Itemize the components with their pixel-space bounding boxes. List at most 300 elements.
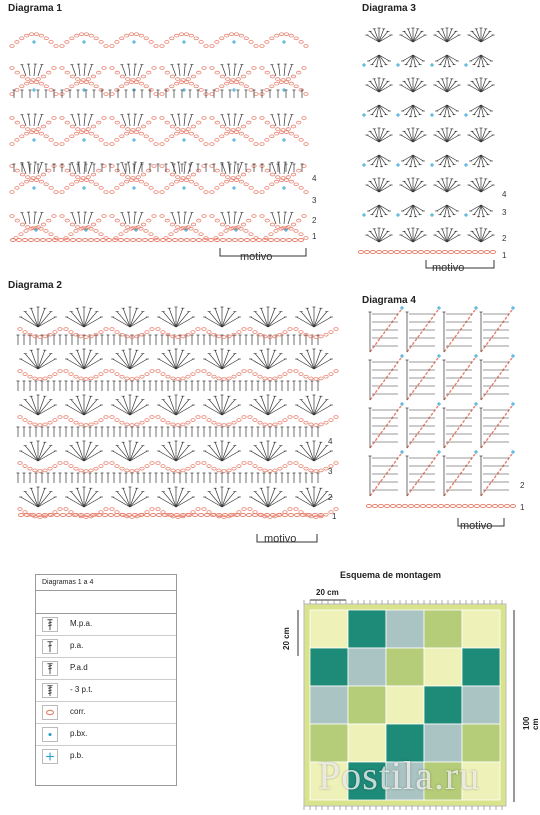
chain-stitch xyxy=(196,328,200,331)
double-stitch xyxy=(369,55,379,61)
chain-stitch xyxy=(289,132,293,135)
chain-stitch xyxy=(372,505,377,508)
double-stitch xyxy=(314,317,331,327)
double-stitch xyxy=(379,181,388,192)
diagram-1-row-2: 2 xyxy=(312,216,317,225)
double-stitch xyxy=(222,115,226,126)
chain-stitch xyxy=(170,37,174,40)
double-stitch xyxy=(438,31,447,42)
double-stitch xyxy=(38,65,42,76)
double-stitch xyxy=(176,497,193,507)
chain-stitch xyxy=(202,67,206,70)
chain-stitch xyxy=(174,34,178,37)
chain-stitch xyxy=(120,135,124,138)
double-stitch xyxy=(205,359,222,369)
double-stitch xyxy=(138,213,142,224)
double-stitch xyxy=(67,317,84,327)
square-teal xyxy=(462,648,500,686)
double-stitch xyxy=(172,213,176,224)
chain-stitch xyxy=(60,67,64,70)
diagram-4 xyxy=(362,310,517,516)
chain-stitch xyxy=(220,183,224,186)
chain-stitch xyxy=(314,424,318,427)
double-stitch xyxy=(215,350,222,369)
chain-stitch xyxy=(309,377,313,380)
double-stitch xyxy=(29,212,30,224)
chain-stitch xyxy=(172,239,177,242)
double-stitch xyxy=(403,55,413,61)
double-stitch xyxy=(314,312,327,327)
double-stitch xyxy=(31,350,38,369)
square-light xyxy=(386,686,424,724)
chain-stitch xyxy=(232,239,237,242)
double-stitch xyxy=(130,354,143,369)
chain-stitch xyxy=(194,230,198,233)
chain-stitch xyxy=(204,514,209,517)
double-stitch xyxy=(222,65,226,76)
chain-stitch xyxy=(54,191,58,194)
double-stitch xyxy=(77,350,84,369)
chain-stitch xyxy=(69,233,73,236)
double-stitch xyxy=(314,308,321,327)
chain-stitch xyxy=(18,508,22,511)
chain-stitch xyxy=(286,239,291,242)
chain-stitch xyxy=(220,239,225,242)
chain-stitch xyxy=(253,419,257,422)
chain-stitch xyxy=(406,251,411,254)
double-stitch xyxy=(251,359,268,369)
chain-stitch xyxy=(226,128,230,131)
double-stitch xyxy=(123,350,130,369)
chain-stitch xyxy=(165,138,169,141)
chain-stitch xyxy=(70,85,74,88)
chain-stitch xyxy=(102,117,106,120)
chain-stitch xyxy=(276,128,280,131)
double-stitch xyxy=(222,497,239,507)
double-stitch xyxy=(301,312,314,327)
chain-stitch xyxy=(239,132,243,135)
chain-stitch xyxy=(104,416,108,419)
double-stitch xyxy=(209,354,222,369)
chain-stitch xyxy=(115,169,119,172)
chain-stitch xyxy=(215,121,219,124)
double-stitch xyxy=(301,446,314,461)
double-stitch xyxy=(307,488,314,507)
diagram-2 xyxy=(8,293,326,533)
chain-stitch xyxy=(110,215,114,218)
chain-stitch xyxy=(10,215,14,218)
chain-stitch xyxy=(125,423,129,426)
double-stitch xyxy=(34,64,35,76)
chain-stitch xyxy=(189,227,193,230)
chain-stitch xyxy=(420,505,425,508)
chain-stitch xyxy=(442,251,447,254)
chain-stitch xyxy=(110,93,114,96)
double-stitch xyxy=(314,400,327,415)
chain-stitch xyxy=(278,421,282,424)
chain-stitch xyxy=(202,117,206,120)
chain-stitch xyxy=(20,75,24,78)
double-stitch xyxy=(268,446,281,461)
double-stitch xyxy=(71,354,84,369)
double-stitch xyxy=(251,405,268,415)
chain-stitch xyxy=(110,67,114,70)
chain-stitch xyxy=(135,335,139,338)
chain-stitch xyxy=(286,128,290,131)
chain-stitch xyxy=(210,165,214,168)
double-stitch xyxy=(238,65,242,76)
double-stitch xyxy=(222,442,229,461)
chain-stitch xyxy=(299,511,303,514)
chain-stitch xyxy=(247,219,251,222)
chain-stitch xyxy=(114,514,119,517)
diagram-3-row-1: 1 xyxy=(502,251,507,260)
double-stitch xyxy=(234,114,235,126)
chain-stitch xyxy=(23,373,27,376)
diagram-2-motif-label: motivo xyxy=(264,533,297,545)
double-stitch xyxy=(481,181,490,192)
chain-stitch xyxy=(222,424,226,427)
chain-stitch xyxy=(358,251,363,254)
chain-stitch xyxy=(140,421,144,424)
chain-stitch xyxy=(247,71,251,74)
chain-stitch xyxy=(263,377,267,380)
chain-stitch xyxy=(291,125,295,128)
chain-stitch xyxy=(161,331,165,334)
chain-stitch xyxy=(10,191,14,194)
double-stitch-icon xyxy=(42,661,58,676)
double-stitch xyxy=(130,442,137,461)
chain-stitch xyxy=(276,226,280,229)
chain-stitch xyxy=(215,71,219,74)
chain-stitch xyxy=(65,219,69,222)
double-stitch xyxy=(284,64,285,76)
double-stitch xyxy=(268,497,285,507)
double-stitch xyxy=(370,131,379,142)
chain-stitch xyxy=(252,215,256,218)
double-stitch xyxy=(301,492,314,507)
watermark-logo: Postila.ru xyxy=(318,753,481,798)
chain-stitch xyxy=(418,251,423,254)
chain-stitch xyxy=(115,465,119,468)
chain-stitch xyxy=(222,470,226,473)
double-stitch xyxy=(31,308,38,327)
chain-stitch xyxy=(215,219,219,222)
chain-stitch xyxy=(329,331,333,334)
chain-stitch xyxy=(324,513,328,516)
chain-stitch xyxy=(53,373,57,376)
double-stitch xyxy=(138,163,142,174)
double-stitch xyxy=(471,105,481,111)
chain-stitch xyxy=(165,219,169,222)
chain-stitch xyxy=(334,370,338,373)
double-stitch xyxy=(438,81,447,92)
chain-stitch xyxy=(70,75,74,78)
chain-stitch xyxy=(43,423,47,426)
double-stitch xyxy=(261,350,268,369)
chain-stitch xyxy=(99,465,103,468)
chain-stitch xyxy=(181,335,185,338)
chain-stitch xyxy=(99,40,103,43)
double-stitch xyxy=(288,163,292,174)
chain-stitch xyxy=(149,138,153,141)
double-stitch xyxy=(38,400,51,415)
chain-stitch xyxy=(186,128,190,131)
double-stitch xyxy=(123,488,130,507)
chain-stitch xyxy=(79,33,83,36)
double-stitch xyxy=(31,396,38,415)
double-stitch xyxy=(179,212,180,224)
chain-stitch xyxy=(43,335,47,338)
chain-stitch xyxy=(282,514,287,517)
chain-stitch xyxy=(150,462,154,465)
single-stitch-icon xyxy=(42,749,58,764)
chain-stitch xyxy=(115,331,119,334)
double-stitch xyxy=(34,162,35,174)
chain-stitch xyxy=(286,78,290,81)
chain-stitch xyxy=(144,37,148,40)
double-stitch xyxy=(29,114,30,126)
chain-stitch xyxy=(125,377,129,380)
chain-stitch xyxy=(334,508,338,511)
double-stitch xyxy=(471,155,481,161)
chain-stitch xyxy=(239,180,243,183)
double-stitch xyxy=(215,308,222,327)
chain-stitch xyxy=(246,514,251,517)
chain-stitch xyxy=(89,132,93,135)
legend-row-pad xyxy=(36,658,176,680)
square-gray xyxy=(348,648,386,686)
chain-stitch xyxy=(212,375,216,378)
double-stitch xyxy=(38,446,51,461)
double-stitch xyxy=(113,359,130,369)
chain-stitch xyxy=(70,183,74,186)
chain-stitch xyxy=(65,138,69,141)
chain-stitch xyxy=(265,186,269,189)
double-stitch xyxy=(25,400,38,415)
double-stitch xyxy=(130,497,147,507)
double-stitch xyxy=(379,131,388,142)
double-stitch xyxy=(255,312,268,327)
double-stitch xyxy=(413,55,423,61)
chain-stitch xyxy=(191,223,195,226)
chain-stitch xyxy=(97,121,101,124)
double-stitch xyxy=(437,55,447,61)
chain-stitch xyxy=(154,191,158,194)
double-stitch xyxy=(307,350,314,369)
chain-stitch xyxy=(23,419,27,422)
chain-stitch xyxy=(242,508,246,511)
chain-stitch xyxy=(207,331,211,334)
double-stitch xyxy=(159,405,176,415)
chain-stitch xyxy=(161,465,165,468)
chain-stitch xyxy=(253,465,257,468)
chain-stitch xyxy=(289,227,293,230)
chain-stitch xyxy=(194,183,198,186)
chain-stitch xyxy=(141,75,145,78)
chain-stitch xyxy=(89,335,93,338)
chain-stitch xyxy=(304,237,308,240)
double-stitch xyxy=(29,64,30,76)
chain-stitch xyxy=(120,37,124,40)
double-stitch xyxy=(130,350,137,369)
double-stitch xyxy=(122,213,126,224)
chain-stitch xyxy=(28,421,32,424)
chain-stitch xyxy=(448,251,453,254)
chain-stitch xyxy=(207,465,211,468)
diagram-2-row-4: 4 xyxy=(328,437,333,446)
double-stitch xyxy=(314,359,331,369)
double-stitch xyxy=(38,350,45,369)
chain-stitch xyxy=(176,424,180,427)
chain-stitch xyxy=(196,508,200,511)
chain-stitch xyxy=(94,467,98,470)
chain-stitch xyxy=(456,505,461,508)
chain-stitch xyxy=(156,328,160,331)
chain-stitch xyxy=(191,511,195,514)
chain-stitch xyxy=(276,78,280,81)
diagram-2-row-2: 2 xyxy=(328,493,333,502)
double-stitch xyxy=(215,396,222,415)
chain-stitch xyxy=(366,505,371,508)
chain-stitch xyxy=(258,467,262,470)
double-stitch xyxy=(34,114,35,126)
chain-stitch xyxy=(460,251,465,254)
legend-label: p.bx. xyxy=(70,729,88,738)
double-stitch xyxy=(222,308,229,327)
chain-stitch xyxy=(510,505,515,508)
chain-stitch xyxy=(148,239,153,242)
double-stitch xyxy=(84,400,97,415)
chain-stitch xyxy=(220,37,224,40)
diagram-4-motif-label: motivo xyxy=(460,520,493,532)
chain-stitch xyxy=(364,251,369,254)
chain-stitch xyxy=(224,180,228,183)
chain-stitch xyxy=(19,233,23,236)
chain-stitch xyxy=(65,88,69,91)
chain-stitch xyxy=(94,375,98,378)
legend-label: corr. xyxy=(70,707,86,716)
chain-stitch xyxy=(298,239,303,242)
double-stitch xyxy=(481,155,491,161)
double-stitch xyxy=(84,497,101,507)
chain-stitch xyxy=(280,239,285,242)
chain-stitch xyxy=(44,85,48,88)
chain-stitch xyxy=(39,180,43,183)
chain-stitch xyxy=(286,176,290,179)
chain-stitch xyxy=(130,239,135,242)
chain-stitch xyxy=(396,505,401,508)
double-stitch xyxy=(481,55,491,61)
double-stitch xyxy=(279,64,280,76)
double-stitch xyxy=(77,308,84,327)
chain-stitch xyxy=(108,514,113,517)
chain-stitch xyxy=(69,465,73,468)
chain-stitch xyxy=(194,85,198,88)
chain-stitch xyxy=(191,373,195,376)
double-stitch xyxy=(447,55,457,61)
double-stitch xyxy=(176,396,183,415)
chain-stitch xyxy=(197,169,201,172)
chain-stitch xyxy=(115,40,119,43)
double-stitch xyxy=(88,213,92,224)
double-stitch xyxy=(84,308,91,327)
chain-stitch xyxy=(210,93,214,96)
chain-stitch xyxy=(192,514,197,517)
chain-stitch xyxy=(199,138,203,141)
legend-label: p.a. xyxy=(70,641,84,650)
double-stitch xyxy=(438,231,447,242)
double-stitch xyxy=(38,317,55,327)
double-stitch xyxy=(369,155,379,161)
chain-stitch xyxy=(382,251,387,254)
chain-stitch xyxy=(276,176,280,179)
chain-stitch xyxy=(74,421,78,424)
double-stitch xyxy=(268,442,275,461)
chain-stitch xyxy=(170,85,174,88)
chain-stitch xyxy=(44,230,48,233)
double-stitch xyxy=(369,105,379,111)
double-stitch xyxy=(314,446,327,461)
chain-stitch xyxy=(136,176,140,179)
chain-stitch xyxy=(248,416,252,419)
chain-stitch xyxy=(199,88,203,91)
chain-stitch xyxy=(48,375,52,378)
chain-stitch xyxy=(160,93,164,96)
chain-stitch xyxy=(41,223,45,226)
chain-stitch xyxy=(70,173,74,176)
chain-stitch xyxy=(254,143,258,146)
double-stitch xyxy=(22,65,26,76)
chain-stitch xyxy=(144,514,149,517)
diagram-3 xyxy=(356,16,496,256)
double-stitch xyxy=(268,350,275,369)
chain-stitch xyxy=(260,215,264,218)
double-stitch xyxy=(117,312,130,327)
double-stitch xyxy=(404,131,413,142)
chain-stitch xyxy=(102,514,107,517)
chain-stitch xyxy=(84,33,88,36)
double-stitch xyxy=(172,65,176,76)
chain-stitch xyxy=(149,186,153,189)
double-stitch xyxy=(129,162,130,174)
chain-stitch xyxy=(126,128,130,131)
slip-stitch-icon xyxy=(42,727,58,742)
square-light xyxy=(310,610,348,648)
chain-stitch xyxy=(198,514,203,517)
chain-stitch xyxy=(294,370,298,373)
double-stitch xyxy=(169,442,176,461)
double-stitch xyxy=(67,405,84,415)
chain-stitch xyxy=(169,233,173,236)
chain-stitch xyxy=(210,191,214,194)
chain-stitch xyxy=(49,40,53,43)
chain-stitch xyxy=(189,132,193,135)
chain-stitch xyxy=(217,335,221,338)
chain-stitch xyxy=(165,186,169,189)
chain-stitch xyxy=(274,239,279,242)
chain-stitch xyxy=(166,375,170,378)
double-stitch xyxy=(255,400,268,415)
chain-stitch xyxy=(222,378,226,381)
double-stitch xyxy=(314,354,327,369)
chain-stitch xyxy=(76,239,81,242)
double-stitch xyxy=(255,492,268,507)
chain-stitch xyxy=(140,375,144,378)
chain-stitch xyxy=(210,117,214,120)
double-stitch xyxy=(437,105,447,111)
double-stitch xyxy=(404,231,413,242)
